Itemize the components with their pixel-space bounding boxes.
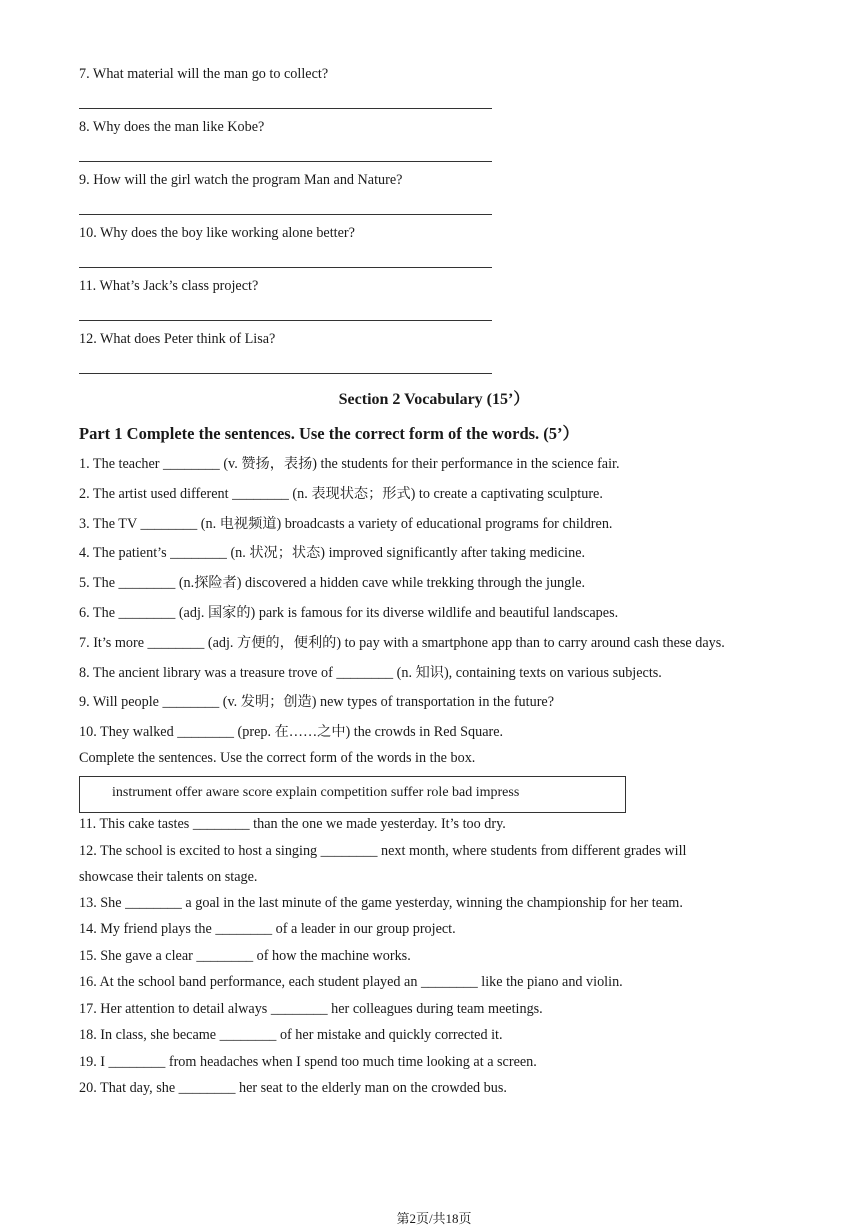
vocab-item-18: 18. In class, she became ________ of her mistake and quickly corrected it. bbox=[79, 1027, 503, 1043]
vocab-item-2: 2. The artist used different ________ (n. 表现状态；形式) to create a captivating sculpture. bbox=[79, 486, 603, 502]
vocab-item-1: 1. The teacher ________ (v. 赞扬，表扬) the students for their performance in the science fair. bbox=[79, 456, 620, 472]
word-box bbox=[79, 776, 626, 813]
vocab-item-15: 15. She gave a clear ________ of how the machine works. bbox=[79, 948, 411, 964]
question-9: 9. How will the girl watch the program Man and Nature? bbox=[79, 172, 403, 188]
answer-line-11[interactable] bbox=[79, 320, 492, 321]
vocab-item-5: 5. The ________ (n.探险者) discovered a hidden cave while trekking through the jungle. bbox=[79, 575, 586, 591]
answer-line-10[interactable] bbox=[79, 267, 492, 268]
question-11: 11. What’s Jack’s class project? bbox=[79, 278, 259, 294]
vocab-item-12-cont: showcase their talents on stage. bbox=[79, 869, 258, 885]
answer-line-12[interactable] bbox=[79, 373, 492, 374]
vocab-item-14: 14. My friend plays the ________ of a leader in our group project. bbox=[79, 921, 456, 937]
question-12: 12. What does Peter think of Lisa? bbox=[79, 331, 276, 347]
vocab-item-4: 4. The patient’s ________ (n. 状况；状态) improved significantly after taking medicine. bbox=[79, 545, 586, 561]
vocab-item-19: 19. I ________ from headaches when I spend too much time looking at a screen. bbox=[79, 1054, 537, 1070]
vocab-item-9: 9. Will people ________ (v. 发明；创造) new types of transportation in the future? bbox=[79, 694, 555, 710]
question-8: 8. Why does the man like Kobe? bbox=[79, 119, 265, 135]
part2-instruction: Complete the sentences. Use the correct form of the words in the box. bbox=[79, 750, 476, 766]
vocab-item-20: 20. That day, she ________ her seat to the elderly man on the crowded bus. bbox=[79, 1080, 507, 1096]
answer-line-9[interactable] bbox=[79, 214, 492, 215]
vocab-item-7: 7. It’s more ________ (adj. 方便的，便利的) to pay with a smartphone app than to carry around cash these days. bbox=[79, 635, 725, 651]
vocab-item-8: 8. The ancient library was a treasure trove of ________ (n. 知识), containing texts on various subjects. bbox=[79, 665, 662, 681]
vocab-item-12: 12. The school is excited to host a singing ________ next month, where students from different grades will bbox=[79, 843, 687, 859]
word-box-words: instrument offer aware score explain competition suffer role bad impress bbox=[112, 785, 520, 800]
vocab-item-17: 17. Her attention to detail always ________ her colleagues during team meetings. bbox=[79, 1001, 543, 1017]
section-title: Section 2 Vocabulary (15’） bbox=[338, 391, 530, 408]
vocab-item-3: 3. The TV ________ (n. 电视频道) broadcasts a variety of educational programs for children. bbox=[79, 516, 613, 532]
question-7: 7. What material will the man go to collect? bbox=[79, 66, 329, 82]
question-10: 10. Why does the boy like working alone better? bbox=[79, 225, 355, 241]
vocab-item-16: 16. At the school band performance, each student played an ________ like the piano and violin. bbox=[79, 974, 623, 990]
vocab-item-10: 10. They walked ________ (prep. 在……之中) the crowds in Red Square. bbox=[79, 724, 504, 740]
answer-line-7[interactable] bbox=[79, 108, 492, 109]
part1-title: Part 1 Complete the sentences. Use the correct form of the words. (5’） bbox=[79, 424, 580, 443]
vocab-item-11: 11. This cake tastes ________ than the one we made yesterday. It’s too dry. bbox=[79, 816, 506, 832]
answer-line-8[interactable] bbox=[79, 161, 492, 162]
page-number: 第2页/共18页 bbox=[396, 1211, 472, 1226]
vocab-item-13: 13. She ________ a goal in the last minute of the game yesterday, winning the championship for her team. bbox=[79, 895, 683, 911]
vocab-item-6: 6. The ________ (adj. 国家的) park is famous for its diverse wildlife and beautiful landscapes. bbox=[79, 605, 619, 621]
